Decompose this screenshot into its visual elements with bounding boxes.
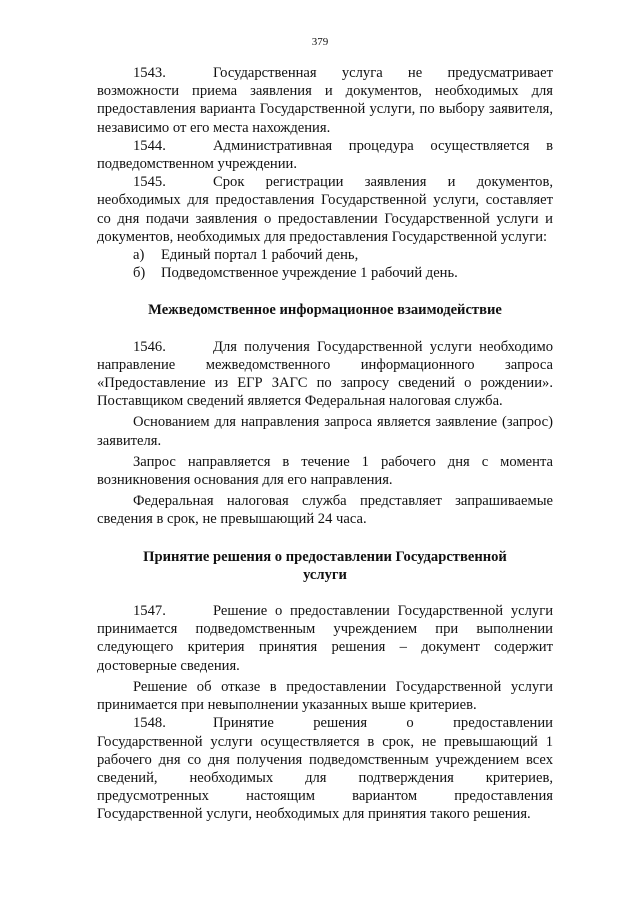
list-item bbox=[97, 246, 553, 264]
paragraph: Решение об отказе в предоставлении Государственной услуги принимается при невыполнении указанных выше критериев. bbox=[97, 678, 553, 714]
paragraph-text: Для получения Государственной услуги необходимо направление межведомственного информационного запроса «Предоставление из ЕГР ЗАГС по запросу сведений о рождении». Поставщиком сведений является Федеральная налоговая служба. bbox=[97, 338, 553, 410]
list-item-text: Подведомственное учреждение 1 рабочий день. bbox=[161, 265, 458, 282]
paragraph-text: Административная процедура осуществляется в подведомственном учреждении. bbox=[97, 137, 553, 173]
paragraph-1547 bbox=[97, 602, 553, 675]
document-body bbox=[97, 64, 553, 824]
paragraph-1543 bbox=[97, 64, 553, 137]
paragraph-1546 bbox=[97, 338, 553, 411]
list-marker: а) bbox=[133, 247, 145, 264]
paragraph-number: 1545. bbox=[133, 174, 166, 191]
list-marker: б) bbox=[133, 265, 146, 282]
paragraph-1548 bbox=[97, 714, 553, 823]
paragraph-number: 1548. bbox=[133, 715, 166, 732]
paragraph-text: Государственная услуга не предусматривает возможности приема заявления и документов, необходимых для предоставления варианта Государственной услуги, по выбору заявителя, независимо от его места нахождения. bbox=[97, 65, 553, 136]
section-heading-interagency: Межведомственное информационное взаимодействие bbox=[148, 302, 502, 319]
section-heading-decision: Принятие решения о предоставлении Государственной услуги bbox=[143, 548, 507, 583]
paragraph-1545 bbox=[97, 173, 553, 246]
paragraph-number: 1547. bbox=[133, 603, 166, 620]
paragraph-text: Решение о предоставлении Государственной услуги принимается подведомственным учреждением при выполнении следующего критерия принятия решения – документ содержит достоверные сведения. bbox=[97, 603, 553, 674]
paragraph: Основанием для направления запроса является заявление (запрос) заявителя. bbox=[97, 414, 553, 449]
paragraph-number: 1546. bbox=[133, 338, 166, 355]
paragraph-number: 1544. bbox=[133, 137, 166, 154]
paragraph-text: Принятие решения о предоставлении Государственной услуги осуществляется в срок, не превышающий 1 рабочего дня со дня получения подведомственным учреждением всех сведений, необходимых для подтверждения критериев, предусмотренных настоящим вариантом предоставления Государственной услуги, необходимых для принятия такого решения. bbox=[97, 715, 553, 823]
paragraph-text: Срок регистрации заявления и документов, необходимых для предоставления Государственной услуги, составляет со дня подачи заявления о предоставлении Государственной услуги и документов, необходимых для предоставления Государственной услуги: bbox=[97, 174, 553, 245]
paragraph: Федеральная налоговая служба представляет запрашиваемые сведения в срок, не превышающий 24 часа. bbox=[97, 493, 553, 528]
paragraph-number: 1543. bbox=[133, 65, 166, 81]
page-number: 379 bbox=[311, 36, 329, 48]
list-item-text: Единый портал 1 рабочий день, bbox=[161, 247, 359, 264]
list-item bbox=[97, 264, 553, 282]
paragraph-1544 bbox=[97, 137, 553, 173]
paragraph: Запрос направляется в течение 1 рабочего дня с момента возникновения основания для его направления. bbox=[97, 453, 553, 489]
